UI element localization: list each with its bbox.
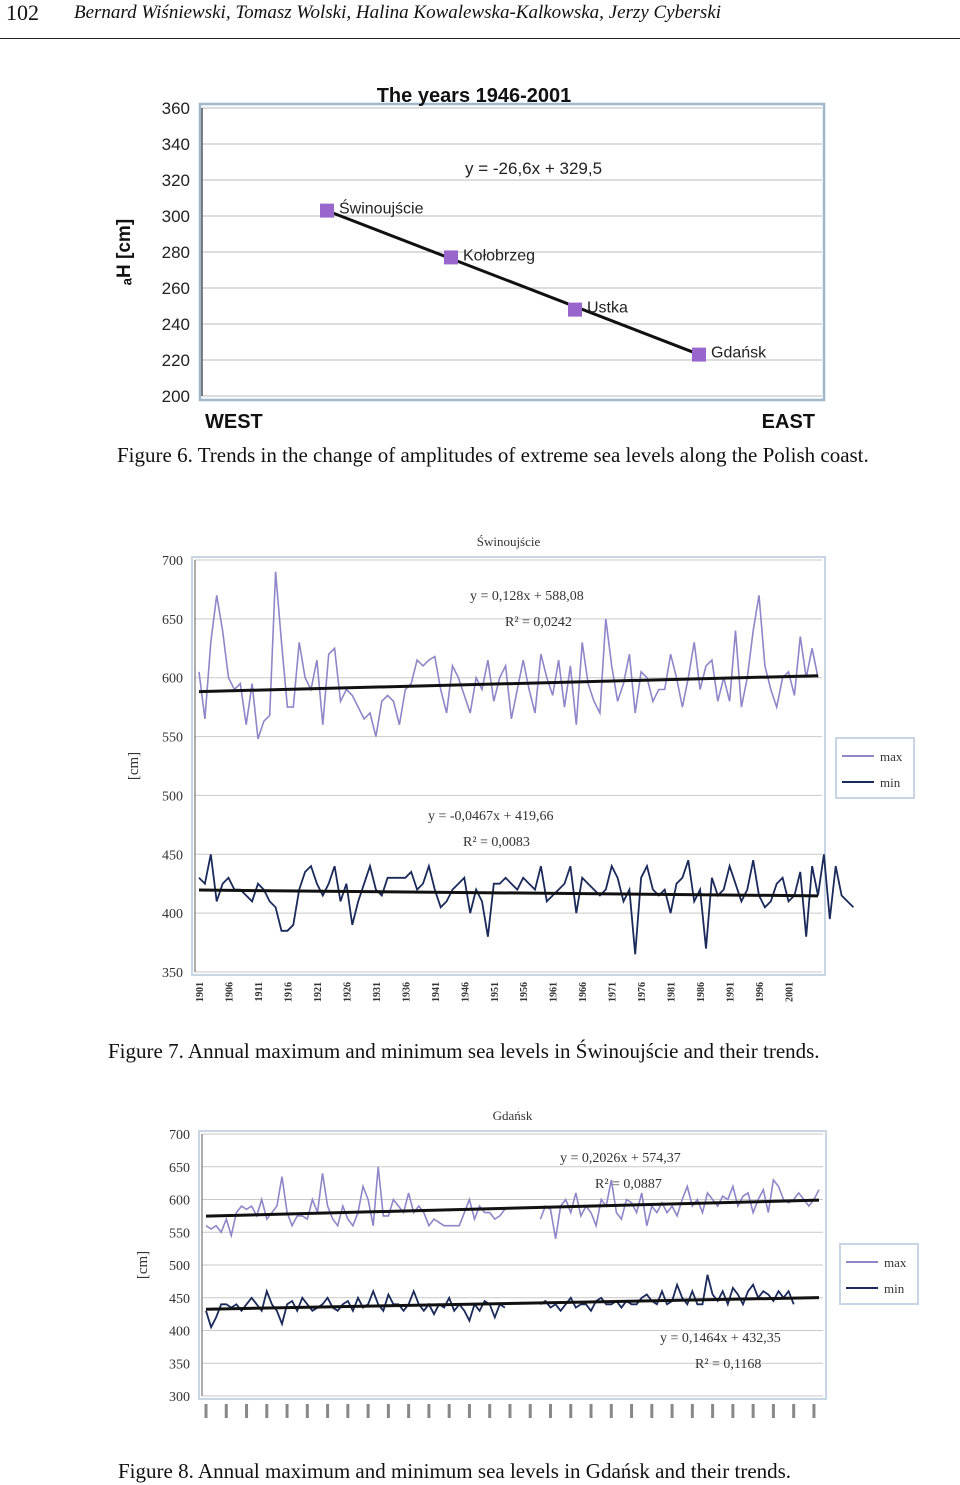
x-tick-mark	[752, 1404, 755, 1418]
legend-label: max	[884, 1255, 907, 1270]
x-tick-mark	[448, 1404, 451, 1418]
x-tick-mark	[346, 1404, 349, 1418]
x-tick-mark	[367, 1404, 370, 1418]
page-number: 102	[6, 0, 39, 25]
x-tick-label: 1941	[430, 982, 442, 1002]
x-tick-mark	[610, 1404, 613, 1418]
y-tick-label: 340	[161, 135, 190, 154]
y-tick-label: 550	[162, 730, 183, 746]
data-point	[568, 303, 582, 317]
trend-equation: y = 0,128x + 588,08	[470, 589, 584, 604]
x-tick-mark	[286, 1404, 289, 1418]
data-point	[320, 204, 334, 218]
y-tick-label: 700	[169, 1128, 190, 1143]
point-label: Kołobrzeg	[463, 247, 536, 265]
x-tick-label: 1971	[607, 982, 619, 1002]
y-tick-label: 320	[161, 171, 190, 190]
y-tick-label: 240	[161, 315, 190, 334]
x-tick-label: 1916	[283, 982, 295, 1002]
y-tick-label: 400	[162, 907, 183, 923]
y-tick-label: 280	[161, 243, 190, 262]
y-tick-label: 650	[169, 1160, 190, 1176]
x-tick-mark	[731, 1404, 734, 1418]
y-tick-label: 550	[169, 1226, 190, 1242]
figure-7-chart	[110, 520, 930, 1025]
figure-7-caption: Figure 7. Annual maximum and minimum sea levels in Świnoujście and their trends.	[108, 1039, 820, 1063]
y-tick-label: 350	[162, 966, 183, 981]
x-tick-label: 1951	[489, 982, 501, 1002]
x-tick-label: 1986	[696, 982, 708, 1002]
x-tick-label: 1981	[666, 982, 678, 1002]
x-tick-mark	[225, 1404, 228, 1418]
trend-r2: R² = 0,0887	[595, 1177, 662, 1192]
y-tick-label: 600	[162, 671, 183, 687]
y-axis-label: ₐH [cm]	[114, 218, 135, 286]
x-tick-mark	[569, 1404, 572, 1418]
y-tick-label: 200	[161, 387, 190, 406]
running-authors: Bernard Wiśniewski, Tomasz Wolski, Halina Kowalewska-Kalkowska, Jerzy Cyberski	[74, 2, 722, 23]
trend-r2: R² = 0,0083	[463, 835, 530, 850]
x-tick-mark	[427, 1404, 430, 1418]
x-tick-mark	[387, 1404, 390, 1418]
x-tick-mark	[650, 1404, 653, 1418]
x-tick-label: 1921	[312, 982, 324, 1002]
x-tick-mark	[407, 1404, 410, 1418]
x-tick-label: 1926	[342, 982, 354, 1002]
figure-8-caption: Figure 8. Annual maximum and minimum sea levels in Gdańsk and their trends.	[118, 1459, 792, 1483]
x-tick-mark	[691, 1404, 694, 1418]
chart-title: Gdańsk	[492, 1108, 533, 1123]
chart-title: Świnoujście	[476, 534, 541, 549]
y-tick-label: 220	[161, 351, 190, 370]
figure-6-chart	[110, 80, 838, 435]
x-tick-mark	[488, 1404, 491, 1418]
trend-equation: y = 0,2026x + 574,37	[560, 1151, 681, 1166]
y-tick-label: 400	[169, 1324, 190, 1340]
y-tick-label: 700	[162, 554, 183, 569]
y-axis-label: [cm]	[126, 751, 142, 781]
trend-r2: R² = 0,0242	[505, 615, 572, 630]
legend-label: min	[880, 775, 901, 790]
page-header	[0, 0, 960, 39]
x-tick-mark	[468, 1404, 471, 1418]
y-tick-label: 450	[162, 848, 183, 864]
x-tick-label: 1931	[371, 982, 383, 1002]
y-tick-label: 300	[169, 1390, 190, 1405]
chart-title: The years 1946-2001	[376, 85, 572, 107]
x-tick-mark	[549, 1404, 552, 1418]
y-tick-label: 600	[169, 1193, 190, 1209]
figure-8-chart	[105, 1100, 930, 1445]
point-label: Ustka	[587, 299, 628, 317]
y-tick-label: 260	[161, 279, 190, 298]
x-tick-label: 1996	[755, 982, 767, 1002]
x-tick-mark	[711, 1404, 714, 1418]
x-tick-label: 1966	[578, 982, 590, 1002]
y-tick-label: 300	[161, 207, 190, 226]
trend-r2: R² = 0,1168	[695, 1357, 762, 1372]
x-tick-mark	[306, 1404, 309, 1418]
x-tick-mark	[508, 1404, 511, 1418]
x-tick-label: 1901	[195, 982, 206, 1002]
x-end-label: EAST	[761, 411, 815, 433]
x-tick-mark	[245, 1404, 248, 1418]
y-tick-label: 500	[162, 789, 183, 805]
x-tick-label: 1976	[637, 982, 649, 1002]
x-tick-mark	[205, 1404, 208, 1418]
x-tick-mark	[792, 1404, 795, 1418]
point-label: Świnoujście	[339, 200, 424, 218]
x-tick-mark	[630, 1404, 633, 1418]
x-tick-label: 1956	[519, 982, 531, 1002]
legend-label: max	[880, 749, 903, 764]
x-start-label: WEST	[205, 411, 263, 433]
y-tick-label: 650	[162, 612, 183, 628]
y-tick-label: 450	[169, 1291, 190, 1307]
x-tick-mark	[590, 1404, 593, 1418]
legend-box	[836, 738, 914, 798]
x-tick-label: 1961	[548, 982, 560, 1002]
x-tick-mark	[772, 1404, 775, 1418]
legend-box	[840, 1244, 918, 1304]
legend-label: min	[884, 1281, 905, 1296]
y-tick-label: 360	[161, 99, 190, 118]
x-tick-mark	[265, 1404, 268, 1418]
y-axis-label: [cm]	[135, 1250, 151, 1280]
x-tick-label: 1991	[725, 982, 737, 1002]
x-tick-label: 1911	[253, 982, 265, 1002]
x-tick-label: 1906	[224, 982, 236, 1002]
x-tick-label: 2001	[784, 982, 796, 1002]
point-label: Gdańsk	[711, 344, 767, 362]
y-tick-label: 500	[169, 1259, 190, 1274]
x-tick-label: 1936	[401, 982, 413, 1002]
x-tick-mark	[326, 1404, 329, 1418]
data-point	[444, 250, 458, 264]
data-point	[692, 348, 706, 362]
x-tick-label: 1946	[460, 982, 472, 1002]
x-tick-mark	[671, 1404, 674, 1418]
x-tick-mark	[529, 1404, 532, 1418]
trend-equation: y = 0,1464x + 432,35	[660, 1331, 781, 1346]
y-tick-label: 350	[169, 1357, 190, 1373]
trend-equation: y = -26,6x + 329,5	[465, 159, 603, 178]
x-tick-mark	[812, 1404, 815, 1418]
trend-equation: y = -0,0467x + 419,66	[428, 809, 554, 824]
figure-6-caption: Figure 6. Trends in the change of amplitudes of extreme sea levels along the Polish coast.	[117, 443, 869, 467]
